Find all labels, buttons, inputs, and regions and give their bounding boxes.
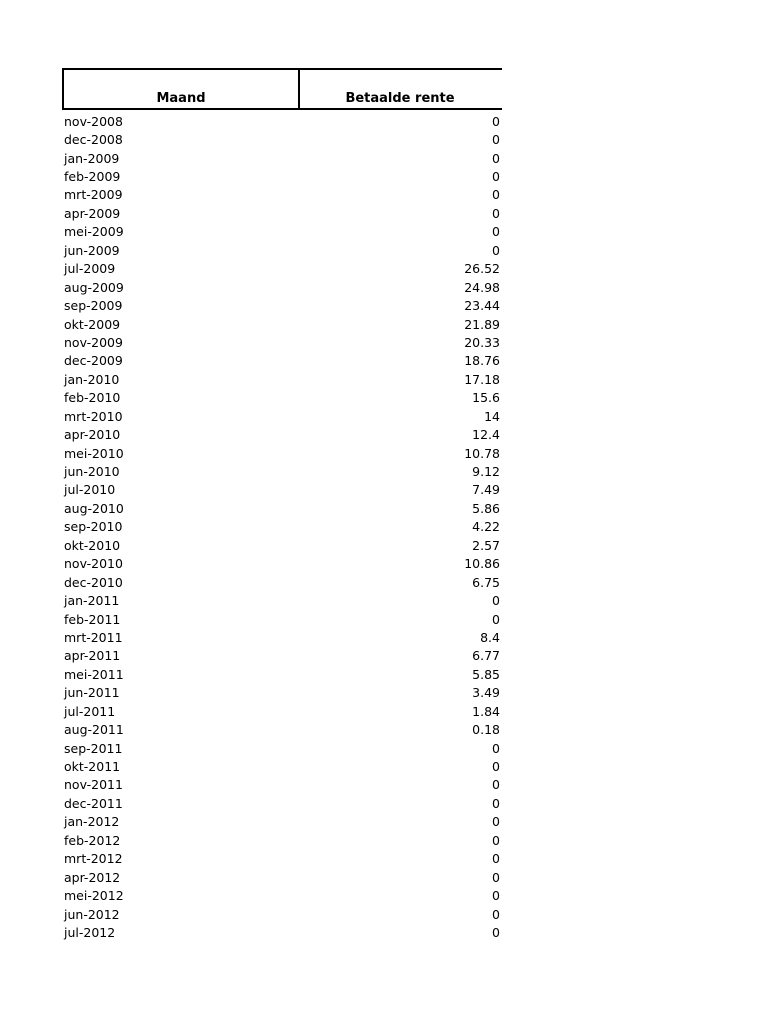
table-row — [62, 352, 500, 370]
cell-betaalde-rente: 3.49 — [472, 685, 500, 701]
table-row — [62, 886, 500, 904]
cell-maand: okt-2011 — [64, 759, 121, 775]
cell-betaalde-rente: 0 — [492, 814, 500, 830]
cell-maand: jun-2009 — [64, 242, 120, 258]
cell-maand: dec-2008 — [64, 132, 123, 148]
cell-betaalde-rente: 0 — [492, 851, 500, 867]
cell-betaalde-rente: 0 — [492, 224, 500, 240]
cell-maand: jun-2010 — [64, 464, 120, 480]
cell-maand: jul-2011 — [64, 703, 116, 719]
cell-betaalde-rente: 14 — [484, 408, 500, 424]
cell-betaalde-rente: 8.4 — [480, 629, 500, 645]
cell-maand: aug-2011 — [64, 722, 124, 738]
cell-maand: dec-2010 — [64, 574, 123, 590]
cell-maand: jan-2011 — [64, 593, 120, 609]
table-row — [62, 389, 500, 407]
cell-maand: jan-2010 — [64, 371, 120, 387]
cell-betaalde-rente: 0 — [492, 187, 500, 203]
cell-maand: apr-2012 — [64, 869, 121, 885]
cell-maand: dec-2009 — [64, 353, 123, 369]
cell-maand: mei-2010 — [64, 445, 124, 461]
cell-betaalde-rente: 0 — [492, 832, 500, 848]
table-row — [62, 130, 500, 148]
table-row — [62, 868, 500, 886]
cell-betaalde-rente: 0 — [492, 113, 500, 129]
table-row — [62, 112, 500, 130]
table-row — [62, 591, 500, 609]
cell-betaalde-rente: 23.44 — [464, 298, 500, 314]
cell-betaalde-rente: 0 — [492, 759, 500, 775]
cell-betaalde-rente: 10.86 — [464, 556, 500, 572]
table-row — [62, 610, 500, 628]
cell-maand: mrt-2012 — [64, 851, 123, 867]
cell-betaalde-rente: 21.89 — [464, 316, 500, 332]
cell-betaalde-rente: 1.84 — [472, 703, 500, 719]
table-row — [62, 481, 500, 499]
cell-betaalde-rente: 4.22 — [472, 519, 500, 535]
cell-maand: mei-2011 — [64, 666, 124, 682]
cell-maand: feb-2009 — [64, 169, 121, 185]
cell-maand: feb-2012 — [64, 832, 121, 848]
cell-maand: feb-2011 — [64, 611, 121, 627]
table-row — [62, 831, 500, 849]
table-row — [62, 776, 500, 794]
interest-table — [62, 68, 500, 942]
table-row — [62, 684, 500, 702]
cell-maand: nov-2008 — [64, 113, 123, 129]
cell-betaalde-rente: 7.49 — [472, 482, 500, 498]
table-row — [62, 702, 500, 720]
table-row — [62, 462, 500, 480]
cell-maand: nov-2010 — [64, 556, 123, 572]
table-row — [62, 757, 500, 775]
cell-maand: nov-2011 — [64, 777, 123, 793]
table-row — [62, 315, 500, 333]
column-header-maand: Maand — [64, 70, 300, 108]
table-row — [62, 923, 500, 941]
cell-betaalde-rente: 0.18 — [472, 722, 500, 738]
cell-betaalde-rente: 0 — [492, 777, 500, 793]
table-row — [62, 149, 500, 167]
table-row — [62, 555, 500, 573]
table-body — [62, 112, 500, 942]
table-row — [62, 850, 500, 868]
cell-maand: mrt-2011 — [64, 629, 123, 645]
cell-betaalde-rente: 5.85 — [472, 666, 500, 682]
cell-betaalde-rente: 20.33 — [464, 334, 500, 350]
cell-betaalde-rente: 0 — [492, 740, 500, 756]
cell-maand: okt-2009 — [64, 316, 121, 332]
cell-maand: mrt-2009 — [64, 187, 123, 203]
cell-maand: aug-2009 — [64, 279, 124, 295]
table-row — [62, 370, 500, 388]
table-row — [62, 186, 500, 204]
cell-betaalde-rente: 0 — [492, 888, 500, 904]
table-row — [62, 739, 500, 757]
table-row — [62, 223, 500, 241]
cell-betaalde-rente: 0 — [492, 924, 500, 940]
cell-maand: jun-2012 — [64, 906, 120, 922]
cell-betaalde-rente: 10.78 — [464, 445, 500, 461]
cell-betaalde-rente: 0 — [492, 242, 500, 258]
cell-maand: jun-2011 — [64, 685, 120, 701]
table-row — [62, 573, 500, 591]
table-row — [62, 444, 500, 462]
cell-betaalde-rente: 15.6 — [472, 390, 500, 406]
cell-maand: sep-2009 — [64, 298, 123, 314]
cell-maand: jul-2009 — [64, 261, 116, 277]
cell-maand: mei-2012 — [64, 888, 124, 904]
cell-betaalde-rente: 0 — [492, 205, 500, 221]
cell-betaalde-rente: 12.4 — [472, 427, 500, 443]
table-row — [62, 905, 500, 923]
cell-betaalde-rente: 26.52 — [464, 261, 500, 277]
column-header-betaalde-rente: Betaalde rente — [345, 91, 455, 106]
table-row — [62, 813, 500, 831]
table-row — [62, 167, 500, 185]
table-row — [62, 204, 500, 222]
cell-betaalde-rente: 0 — [492, 906, 500, 922]
cell-betaalde-rente: 2.57 — [472, 537, 500, 553]
cell-betaalde-rente: 24.98 — [464, 279, 500, 295]
table-row — [62, 720, 500, 738]
table-row — [62, 407, 500, 425]
table-row — [62, 278, 500, 296]
cell-betaalde-rente: 0 — [492, 150, 500, 166]
cell-maand: apr-2010 — [64, 427, 121, 443]
cell-maand: feb-2010 — [64, 390, 121, 406]
cell-betaalde-rente: 0 — [492, 593, 500, 609]
cell-maand: jul-2010 — [64, 482, 116, 498]
table-row — [62, 241, 500, 259]
cell-maand: apr-2011 — [64, 648, 121, 664]
cell-betaalde-rente: 0 — [492, 169, 500, 185]
cell-maand: jan-2012 — [64, 814, 120, 830]
table-row — [62, 794, 500, 812]
table-row — [62, 647, 500, 665]
table-row — [62, 665, 500, 683]
cell-betaalde-rente: 9.12 — [472, 464, 500, 480]
table-row — [62, 518, 500, 536]
cell-betaalde-rente: 6.75 — [472, 574, 500, 590]
cell-maand: apr-2009 — [64, 205, 121, 221]
table-row — [62, 260, 500, 278]
cell-maand: sep-2011 — [64, 740, 123, 756]
cell-maand: dec-2011 — [64, 795, 123, 811]
cell-betaalde-rente: 18.76 — [464, 353, 500, 369]
table-row — [62, 499, 500, 517]
cell-maand: jan-2009 — [64, 150, 120, 166]
cell-betaalde-rente: 0 — [492, 795, 500, 811]
cell-maand: aug-2010 — [64, 500, 124, 516]
cell-betaalde-rente: 0 — [492, 611, 500, 627]
cell-betaalde-rente: 5.86 — [472, 500, 500, 516]
cell-maand: jul-2012 — [64, 924, 116, 940]
cell-maand: nov-2009 — [64, 334, 123, 350]
table-row — [62, 536, 500, 554]
cell-maand: okt-2010 — [64, 537, 121, 553]
table-row — [62, 296, 500, 314]
cell-betaalde-rente: 6.77 — [472, 648, 500, 664]
cell-maand: mei-2009 — [64, 224, 124, 240]
table-row — [62, 333, 500, 351]
table-row — [62, 628, 500, 646]
cell-maand: sep-2010 — [64, 519, 123, 535]
cell-maand: mrt-2010 — [64, 408, 123, 424]
table-row — [62, 425, 500, 443]
cell-betaalde-rente: 0 — [492, 869, 500, 885]
table-header — [62, 68, 502, 110]
cell-betaalde-rente: 17.18 — [464, 371, 500, 387]
cell-betaalde-rente: 0 — [492, 132, 500, 148]
